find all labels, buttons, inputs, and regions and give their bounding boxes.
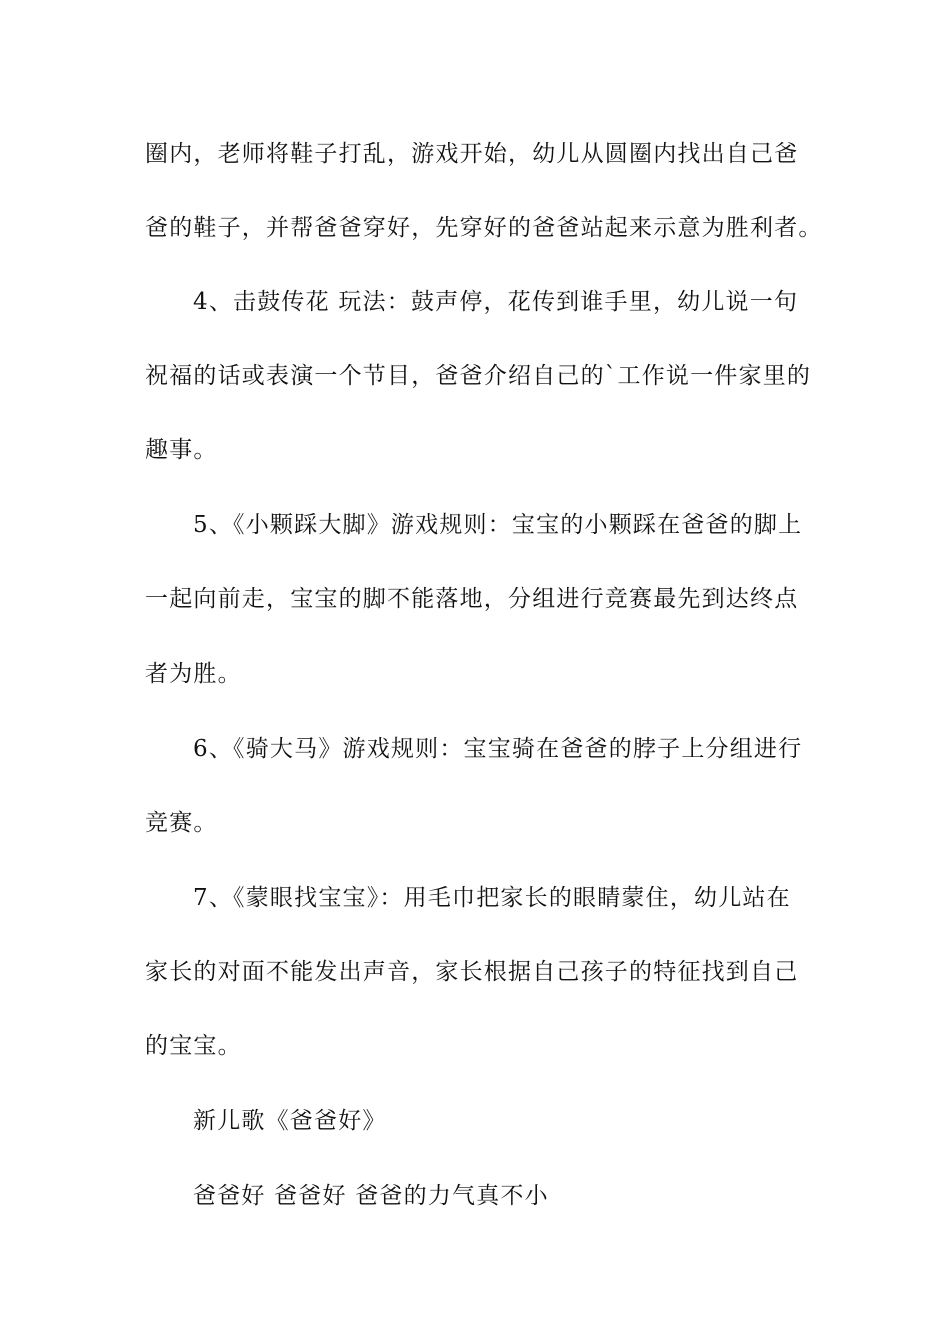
text-line: 7、《蒙眼找宝宝》：用毛巾把家长的眼睛蒙住，幼儿站在 bbox=[193, 885, 791, 911]
text-line: 新儿歌《爸爸好》 bbox=[193, 1108, 387, 1134]
text-line: 者为胜。 bbox=[145, 661, 242, 687]
text-line: 爸的鞋子，并帮爸爸穿好，先穿好的爸爸站起来示意为胜利者。 bbox=[145, 215, 823, 241]
text-line: 竞赛。 bbox=[145, 810, 218, 836]
text-line: 的宝宝。 bbox=[145, 1033, 242, 1059]
text-line: 一起向前走，宝宝的脚不能落地，分组进行竞赛最先到达终点 bbox=[145, 586, 799, 612]
text-line: 趣事。 bbox=[145, 437, 218, 463]
text-line: 6、《骑大马》游戏规则：宝宝骑在爸爸的脖子上分组进行 bbox=[193, 736, 803, 762]
text-line: 爸爸好 爸爸好 爸爸的力气真不小 bbox=[193, 1183, 549, 1209]
text-line: 4、击鼓传花 玩法：鼓声停，花传到谁手里，幼儿说一句 bbox=[193, 289, 799, 315]
text-line: 家长的对面不能发出声音，家长根据自己孩子的特征找到自己 bbox=[145, 959, 799, 985]
text-line: 祝福的话或表演一个节目，爸爸介绍自己的`工作说一件家里的 bbox=[145, 363, 812, 389]
text-line: 圈内，老师将鞋子打乱，游戏开始，幼儿从圆圈内找出自己爸 bbox=[145, 141, 799, 167]
text-line: 5、《小颗踩大脚》游戏规则：宝宝的小颗踩在爸爸的脚上 bbox=[193, 512, 803, 538]
